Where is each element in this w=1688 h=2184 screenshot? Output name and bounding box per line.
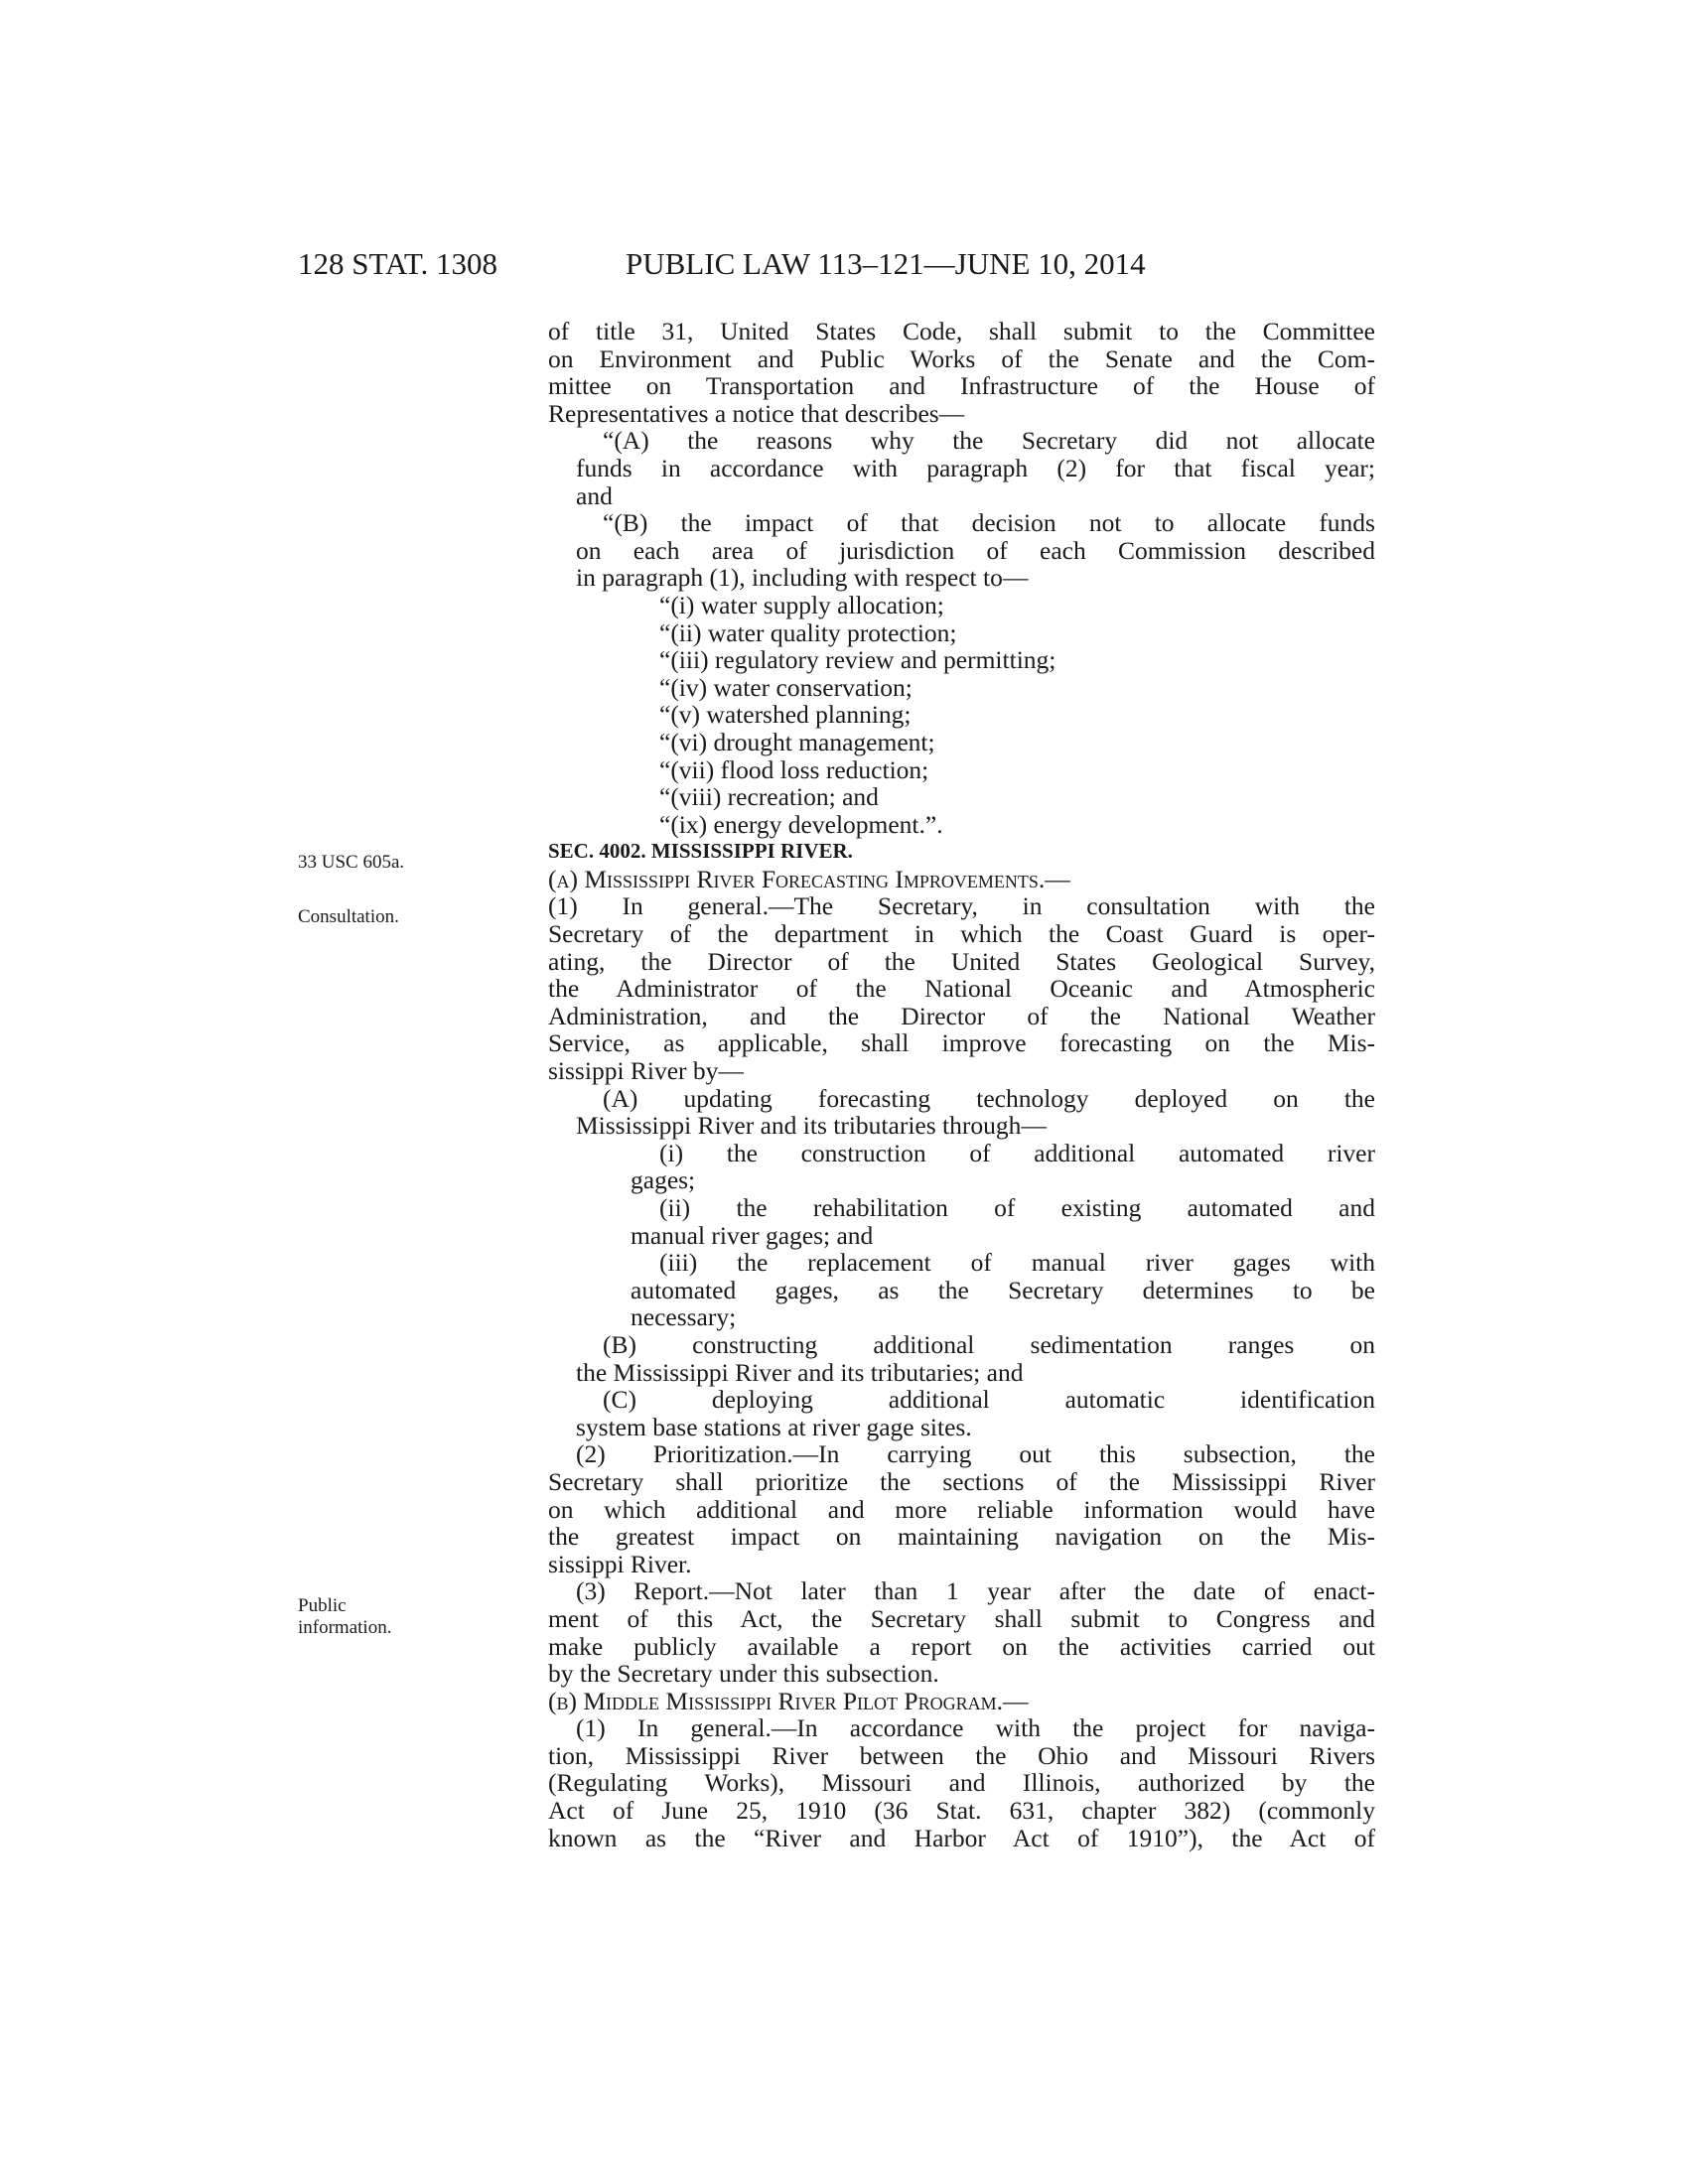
text-line: the Mississippi River and its tributaries; and <box>576 1357 1024 1387</box>
text-line: (ii) the rehabilitation of existing automated and <box>659 1193 1375 1222</box>
text-line: (iii) the replacement of manual river gages with <box>659 1248 1375 1278</box>
text-line: “(v) watershed planning; <box>659 700 912 730</box>
text-line: (1) In general.—In accordance with the project for naviga- <box>576 1713 1375 1743</box>
text-line: “(iv) water conservation; <box>659 672 913 702</box>
text-line: the greatest impact on maintaining navigation on the Mis- <box>548 1522 1375 1552</box>
text-line: in paragraph (1), including with respect to— <box>576 563 1029 593</box>
text-line: (A) updating forecasting technology deployed on the <box>603 1083 1375 1113</box>
text-line: make publicly available a report on the activities carried out <box>548 1631 1375 1661</box>
text-line: “(viii) recreation; and <box>659 782 879 812</box>
text-line: Service, as applicable, shall improve forecasting on the Mis- <box>548 1028 1375 1058</box>
document-body <box>548 318 1375 1851</box>
margin-note-public: Public <box>298 1595 347 1616</box>
text-line: automated gages, as the Secretary determines to be <box>631 1275 1375 1304</box>
margin-note-consultation: Consultation. <box>298 906 399 927</box>
text-line: necessary; <box>631 1302 737 1332</box>
text-line: mittee on Transportation and Infrastructure of the House of <box>548 371 1375 401</box>
text-line: Act of June 25, 1910 (36 Stat. 631, chapter 382) (commonly <box>548 1796 1375 1826</box>
margin-note-usc: 33 USC 605a. <box>298 852 405 873</box>
text-line: “(i) water supply allocation; <box>659 590 944 619</box>
text-line: “(A) the reasons why the Secretary did not allocate <box>603 426 1375 456</box>
text-line: by the Secretary under this subsection. <box>548 1659 939 1689</box>
text-line: of title 31, United States Code, shall submit to the Committee <box>548 317 1375 345</box>
text-line: system base stations at river gage sites. <box>576 1412 972 1441</box>
text-line: (1) In general.—The Secretary, in consultation with the <box>548 891 1375 921</box>
text-line: and <box>576 480 613 510</box>
stat-page-number: 128 STAT. 1308 <box>298 246 498 281</box>
text-line: the Administrator of the National Oceanic and Atmospheric <box>548 974 1375 1004</box>
text-line: known as the “River and Harbor Act of 1910”), the Act of <box>548 1823 1375 1852</box>
text-line: funds in accordance with paragraph (2) for that fiscal year; <box>576 453 1375 482</box>
text-line: Mississippi River and its tributaries through— <box>576 1111 1047 1141</box>
section-heading: SEC. 4002. MISSISSIPPI RIVER. <box>548 839 853 864</box>
text-line: Secretary shall prioritize the sections of the Mississippi River <box>548 1466 1375 1496</box>
text-line: sissippi River by— <box>548 1056 744 1086</box>
text-line: ating, the Director of the United States Geological Survey, <box>548 946 1375 976</box>
text-line: (i) the construction of additional automated river <box>659 1138 1375 1167</box>
text-line: (C) deploying additional automatic identification <box>603 1385 1375 1415</box>
text-line: “(vi) drought management; <box>659 727 935 756</box>
margin-note-information: information. <box>298 1617 392 1638</box>
text-line: sissippi River. <box>548 1549 692 1578</box>
text-line: “(ii) water quality protection; <box>659 617 957 647</box>
text-line: (3) Report.—Not later than 1 year after the date of enact- <box>576 1576 1375 1606</box>
text-line: (Regulating Works), Missouri and Illinois, authorized by the <box>548 1768 1375 1798</box>
text-line: “(ix) energy development.”. <box>659 809 943 839</box>
subsection-heading: (a) Mississippi River Forecasting Improvements.— <box>548 864 1070 893</box>
text-line: Representatives a notice that describes— <box>548 398 965 428</box>
text-line: on which additional and more reliable information would have <box>548 1494 1375 1524</box>
text-line: (2) Prioritization.—In carrying out this subsection, the <box>576 1439 1375 1469</box>
text-line: on Environment and Public Works of the Senate and the Com- <box>548 343 1375 373</box>
text-line: “(vii) flood loss reduction; <box>659 754 929 784</box>
text-line: “(B) the impact of that decision not to allocate funds <box>603 508 1375 538</box>
text-line: manual river gages; and <box>631 1220 874 1250</box>
text-line: Administration, and the Director of the National Weather <box>548 1001 1375 1030</box>
text-line: (B) constructing additional sedimentation ranges on <box>603 1329 1375 1359</box>
text-line: Secretary of the department in which the Coast Guard is oper- <box>548 919 1375 949</box>
text-line: “(iii) regulatory review and permitting; <box>659 645 1056 675</box>
page-header <box>298 246 1375 286</box>
subsection-heading: (b) Middle Mississippi River Pilot Program.— <box>548 1686 1029 1715</box>
text-line: gages; <box>631 1165 696 1195</box>
public-law-title: PUBLIC LAW 113–121—JUNE 10, 2014 <box>626 246 1146 281</box>
text-line: on each area of jurisdiction of each Commission described <box>576 535 1375 565</box>
text-line: ment of this Act, the Secretary shall submit to Congress and <box>548 1603 1375 1633</box>
text-line: tion, Mississippi River between the Ohio and Missouri Rivers <box>548 1740 1375 1770</box>
